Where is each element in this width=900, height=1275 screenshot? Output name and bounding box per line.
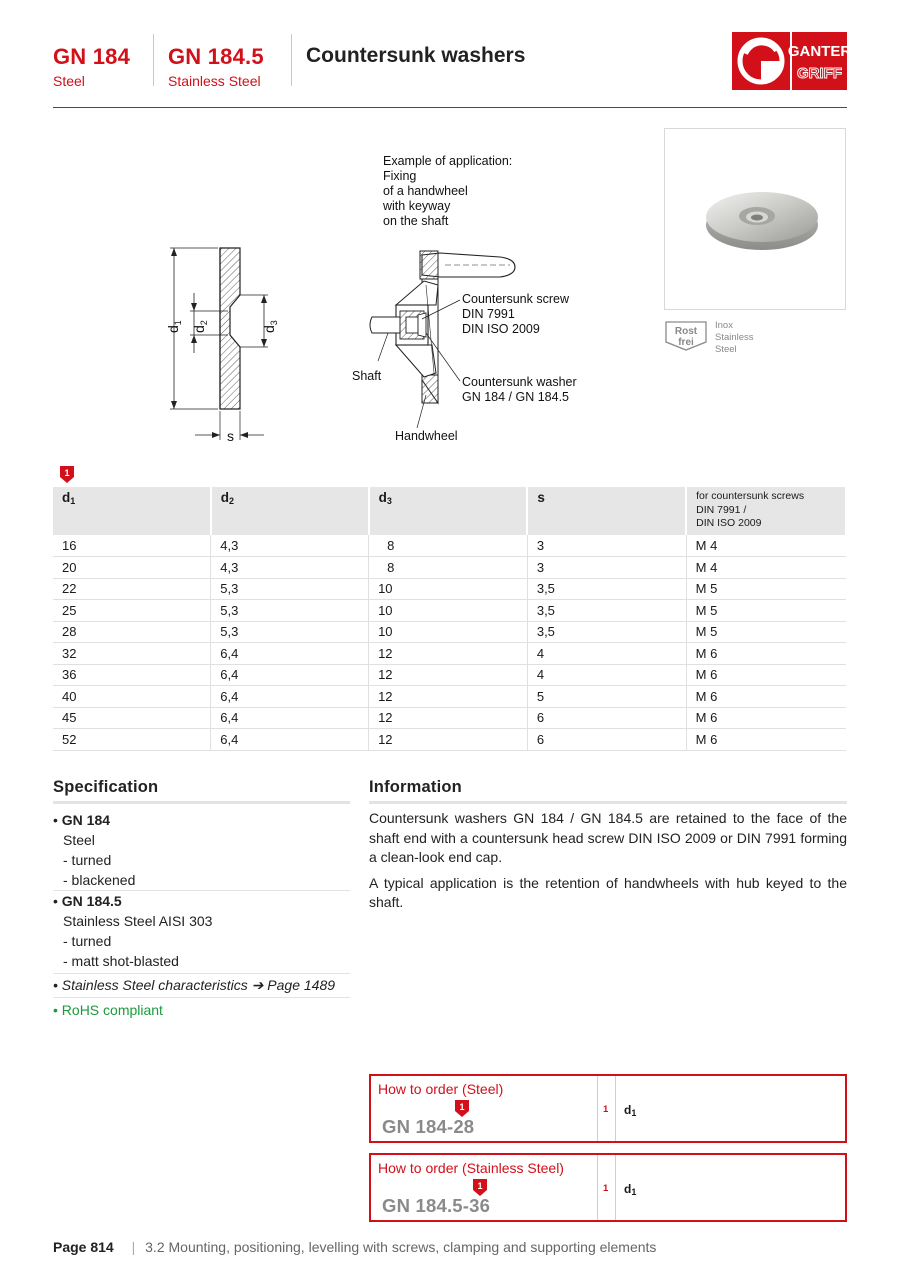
page-footer: Page 814 | 3.2 Mounting, positioning, levelling with screws, clamping and supporting elements [53, 1239, 657, 1255]
table-row: 22 5,3 10 3,5 M 5 [53, 578, 846, 600]
handwheel-callout: Handwheel [395, 429, 458, 443]
table-row: 52 6,4 12 6 M 6 [53, 729, 846, 751]
shaft-callout: Shaft [352, 369, 382, 383]
table-marker-icon [60, 466, 74, 483]
characteristics-link[interactable]: • Stainless Steel characteristics ➔ Page 1489 [53, 977, 336, 993]
svg-text:d1 [165, 320, 183, 333]
specification-title: Specification [53, 778, 159, 796]
chapter-title: 3.2 Mounting, positioning, levelling with screws, clamping and supporting elements [145, 1239, 657, 1255]
washer-section-drawing [150, 235, 279, 450]
specification-list: • GN 184 Steel - turned - blackened • GN 184.5 Stainless Steel AISI 303 - turned - matt shot-blasted • Stainless Steel characteristics ➔ Page 1489 • RoHS compliant [53, 810, 350, 1020]
page-title: Countersunk washers [306, 44, 526, 67]
table-row: 32 6,4 12 4 M 6 [53, 643, 846, 665]
spec-gn184: GN 184 [61, 812, 111, 828]
dim-label-d2: d [191, 325, 207, 333]
col-header-d1: $d_1$ [53, 487, 211, 535]
specification-rule [53, 801, 350, 804]
dim-label-d1: d [165, 325, 181, 333]
information-rule [369, 801, 847, 804]
table-row: 25 5,3 10 3,5 M 5 [53, 600, 846, 622]
dimensions-table [53, 487, 847, 751]
svg-text:1: 1 [459, 1102, 465, 1112]
order-code-stainless: GN 184.5-36 [382, 1195, 491, 1216]
order-title-stainless: How to order (Stainless Steel) [378, 1160, 564, 1176]
washer-callout: Countersunk washer GN 184 / GN 184.5 [462, 375, 577, 404]
dim-sub-d1: 1 [173, 320, 183, 326]
application-caption: Example of application: Fixing of a handwheel with keyway on the shaft [383, 154, 513, 228]
dim-label-s: s [227, 428, 234, 444]
arrow-right-icon: ➔ [251, 977, 264, 993]
order-ref-label: $d_1$ [624, 1182, 637, 1197]
table-row: 16 4,3 8 3 M 4 [53, 535, 846, 557]
product-sub-steel: Steel [53, 73, 85, 89]
svg-text:1: 1 [64, 468, 70, 478]
product-code-stainless: GN 184.5 [168, 44, 264, 69]
dim-sub-d3: 3 [269, 320, 279, 326]
inox-label: Inox Stainless Steel [715, 320, 754, 355]
page-number: Page 814 [53, 1239, 114, 1255]
table-row: 36 6,4 12 4 M 6 [53, 664, 846, 686]
spec-gn1845: GN 184.5 [61, 893, 122, 909]
dim-label-d3: d [261, 325, 277, 333]
header-rule [53, 107, 847, 108]
svg-text:1: 1 [477, 1181, 483, 1191]
order-box-stainless [369, 1153, 847, 1222]
logo-text-top: GANTER [787, 43, 852, 60]
table-header-row [53, 487, 846, 535]
header-divider [153, 34, 154, 86]
col-header-s: s [527, 487, 686, 535]
header-divider [291, 34, 292, 86]
order-ref-number: 1 [603, 1183, 609, 1194]
col-header-d3: $d_3$ [369, 487, 528, 535]
information-title: Information [369, 778, 462, 796]
dim-sub-d2: 2 [199, 320, 209, 326]
product-code-steel: GN 184 [53, 44, 131, 69]
order-box-steel [369, 1074, 847, 1143]
table-row: 28 5,3 10 3,5 M 5 [53, 621, 846, 643]
order-title-steel: How to order (Steel) [378, 1081, 504, 1097]
product-sub-stainless: Stainless Steel [168, 73, 261, 89]
rostfrei-badge-icon [664, 320, 708, 352]
table-row: 40 6,4 12 5 M 6 [53, 686, 846, 708]
col-header-screws: for countersunk screws DIN 7991 / DIN ISO 2009 [686, 487, 846, 535]
table-row: 45 6,4 12 6 M 6 [53, 707, 846, 729]
table-row: 20 4,3 8 3 M 4 [53, 557, 846, 579]
frei-text: frei [678, 337, 694, 348]
screw-callout: Countersunk screw DIN 7991 DIN ISO 2009 [462, 292, 569, 336]
handwheel-application-drawing [360, 245, 530, 450]
logo-text-bottom: GRIFF [797, 65, 842, 82]
product-photo [664, 128, 846, 310]
order-ref-label: $d_1$ [624, 1103, 637, 1118]
order-ref-number: 1 [603, 1104, 609, 1115]
rohs-label: • RoHS compliant [53, 1002, 163, 1018]
information-body: Countersunk washers GN 184 / GN 184.5 are retained to the face of the shaft end with a countersunk head screw DIN ISO 2009 or DIN 7991 forming a clean-look end cap. A typical application is the retention of handwheels with hub keyed to the shaft. [369, 810, 847, 910]
rost-text: Rost [674, 326, 698, 337]
order-code-steel: GN 184-28 [382, 1116, 475, 1137]
col-header-d2: $d_2$ [211, 487, 369, 535]
ganter-logo [732, 32, 852, 90]
